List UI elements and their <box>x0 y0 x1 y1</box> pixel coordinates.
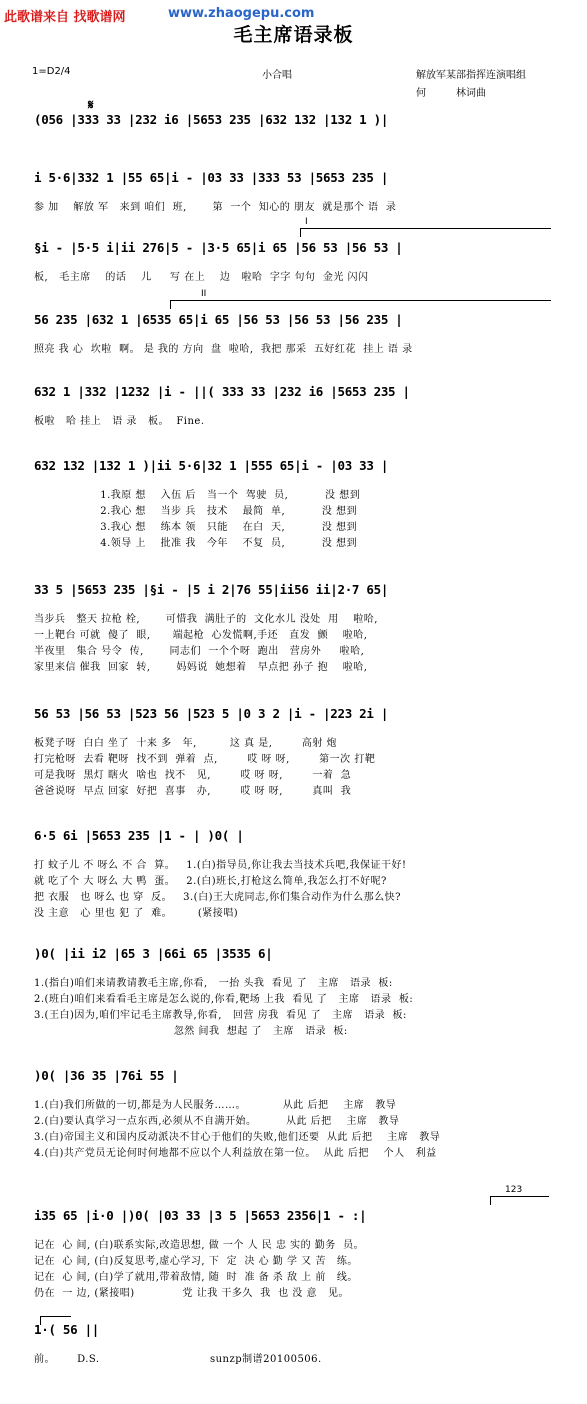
lyric-line: 打 蚊子儿 不 呀么 不 合 算。 1.(白)指导员,你让我去当技术兵吧,我保证干好! <box>34 860 407 871</box>
score-system <box>0 706 587 806</box>
notation-line: )0( |ii i2 |65 3 |66i 65 |3535 6| <box>34 946 273 961</box>
ending-bracket <box>490 1185 549 1205</box>
site-name: 此歌谱来自 找歌谱网 <box>4 10 126 25</box>
lyric-line: 照亮 我 心 坎啦 啊。 是 我的 方向 盘 啦哈, 我把 那采 五好红花 挂上 语 录 <box>34 344 413 355</box>
score-system <box>0 312 587 362</box>
lyric-line: 4.(白)共产党员无论何时何地都不应以个人利益放在第一位。 从此 后把 个人 利益 <box>34 1148 437 1159</box>
notation-line: 632 132 |132 1 )|ii 5·6|32 1 |555 65|i - |03 33 | <box>34 458 389 473</box>
notation-line: i 5·6|332 1 |55 65|i - |03 33 |333 53 |5653 235 | <box>34 170 389 185</box>
section-bracket <box>170 289 551 309</box>
lyric-line: 可是我呀 黑灯 瞎火 啥也 找不 见, 哎 呀 呀, 一着 急 <box>34 770 352 781</box>
lyric-line: 没 主意 心 里也 犯 了 难。 (紧接唱) <box>34 908 239 919</box>
ending-label: 123 <box>505 1185 523 1195</box>
notation-line: 56 235 |632 1 |6535 65|i 65 |56 53 |56 53 |56 235 | <box>34 312 403 327</box>
notation-line: i35 65 |i·0 |)0( |03 33 |3 5 |5653 2356|1 - :| <box>34 1208 367 1223</box>
lyric-line: 2.我心 想 当步 兵 技术 最简 单, 没 想到 <box>34 506 358 517</box>
lyric-line: 1.我原 想 入伍 后 当一个 驾驶 员, 没 想到 <box>34 490 361 501</box>
score-system <box>0 170 587 220</box>
score-system <box>0 458 587 558</box>
lyric-line: 爸爸说呀 早点 回家 好把 喜事 办, 哎 呀 呀, 真叫 我 <box>34 786 352 797</box>
lyric-line: 2.(班白)咱们来看看毛主席是怎么说的,你看,靶场 上我 看见 了 主席 语录 板: <box>34 994 414 1005</box>
lyric-line: 记在 心 间, (白)反复思考,虚心学习, 下 定 决 心 勤 学 又 苦 练。 <box>34 1256 358 1267</box>
section-bracket <box>300 217 551 237</box>
lyric-line: 前。 D.S. sunzp制谱20100506. <box>34 1354 322 1365</box>
score-system <box>0 582 587 682</box>
lyric-line: 一上靶台 可就 傻了 眼, 端起枪 心发慌啊,手还 直发 颤 啦哈, <box>34 630 368 641</box>
score-system <box>0 946 587 1046</box>
lyric-line: 记在 心 间, (白)学了就用,带着敌情, 随 时 准 备 杀 敌 上 前 线。 <box>34 1272 358 1283</box>
lyric-line: 参 加 解放 军 来到 咱们 班, 第 一个 知心的 朋友 就是那个 语 录 <box>34 202 397 213</box>
lyric-line: 打完枪呀 去看 靶呀 找不到 弹着 点, 哎 呀 呀, 第一次 打靶 <box>34 754 376 765</box>
notation-line: 632 1 |332 |1232 |i - ||( 333 33 |232 i6 |5653 235 | <box>34 384 410 399</box>
score-system <box>0 828 587 928</box>
site-url: www.zhaogepu.com <box>168 6 315 21</box>
lyric-line: 就 吃了个 大 呀么 大 鸭 蛋。 2.(白)班长,打枪这么简单,我怎么打不好呢? <box>34 876 387 887</box>
lyric-line: 板啦 哈 挂上 语 录 板。 Fine. <box>34 416 205 427</box>
lyricist-credit: 何 林词曲 <box>416 88 486 99</box>
score-system <box>0 384 587 434</box>
lyric-line: 3.我心 想 练本 领 只能 在白 天, 没 想到 <box>34 522 358 533</box>
notation-line: §i - |5·5 i|ii 276|5 - |3·5 65|i 65 |56 53 |56 53 | <box>34 240 403 255</box>
lyric-line: 4.领导 上 批准 我 今年 不复 员, 没 想到 <box>34 538 358 549</box>
segno-icon: 𝄋 <box>88 98 94 113</box>
lyric-line: 3.(王白)因为,咱们牢记毛主席教导,你看, 回营 房我 看见 了 主席 语录 板: <box>34 1010 407 1021</box>
performance-type: 小合唱 <box>262 70 292 81</box>
score-system <box>0 240 587 290</box>
section-label: I <box>305 217 308 227</box>
score-system <box>0 1322 587 1382</box>
notation-line: 56 53 |56 53 |523 56 |523 5 |0 3 2 |i - |223 2i | <box>34 706 389 721</box>
section-label: II <box>201 289 207 299</box>
key-signature: 1=D2/4 <box>32 66 71 77</box>
song-title: 毛主席语录板 <box>233 24 354 46</box>
lyric-line: 当步兵 整天 拉枪 栓, 可惜我 满肚子的 文化水儿 没处 用 啦哈, <box>34 614 378 625</box>
notation-line: (056 |333 33 |232 i6 |5653 235 |632 132 |132 1 )| <box>34 112 389 127</box>
lyric-line: 1.(指白)咱们来请教请教毛主席,你看, 一抬 头我 看见 了 主席 语录 板: <box>34 978 393 989</box>
lyric-line: 板, 毛主席 的话 儿 写 在上 边 啦哈 字字 句句 金光 闪闪 <box>34 272 369 283</box>
notation-line: )0( |36 35 |76i 55 | <box>34 1068 179 1083</box>
score-system <box>0 112 587 142</box>
notation-line: 33 5 |5653 235 |§i - |5 i 2|76 55|ii56 ii|2·7 65| <box>34 582 389 597</box>
score-system <box>0 1068 587 1168</box>
notation-line: 1·( 56 || <box>34 1322 100 1337</box>
lyric-line: 忽然 间我 想起 了 主席 语录 板: <box>34 1026 348 1037</box>
notation-line: 6·5 6i |5653 235 |1 - | )0( | <box>34 828 244 843</box>
lyric-line: 记在 心 间, (白)联系实际,改造思想, 做 一个 人 民 忠 实的 勤务 员。 <box>34 1240 365 1251</box>
lyric-line: 家里来信 催我 回家 转, 妈妈说 她想着 早点把 孙子 抱 啦哈, <box>34 662 368 673</box>
score-system <box>0 1208 587 1308</box>
lyric-line: 板凳子呀 白白 坐了 十来 多 年, 这 真 是, 高射 炮 <box>34 738 338 749</box>
lyric-line: 3.(白)帝国主义和国内反动派决不甘心于他们的失败,他们还要 从此 后把 主席 教导 <box>34 1132 441 1143</box>
lyric-line: 1.(白)我们所做的一切,都是为人民服务……。 从此 后把 主席 教导 <box>34 1100 397 1111</box>
lyric-line: 把 衣服 也 呀么 也 穿 反。 3.(白)王大虎同志,你们集合动作为什么那么快? <box>34 892 402 903</box>
lyric-line: 半夜里 集合 号令 传, 同志们 一个个呀 跑出 营房外 啦哈, <box>34 646 365 657</box>
composer-credit: 解放军某部指挥连演唱组 <box>416 70 526 81</box>
lyric-line: 仍在 一 边, (紧接唱) 党 让我 干多久 我 也 没 意 见。 <box>34 1288 349 1299</box>
lyric-line: 2.(白)要认真学习一点东西,必须从不自满开始。 从此 后把 主席 教导 <box>34 1116 400 1127</box>
